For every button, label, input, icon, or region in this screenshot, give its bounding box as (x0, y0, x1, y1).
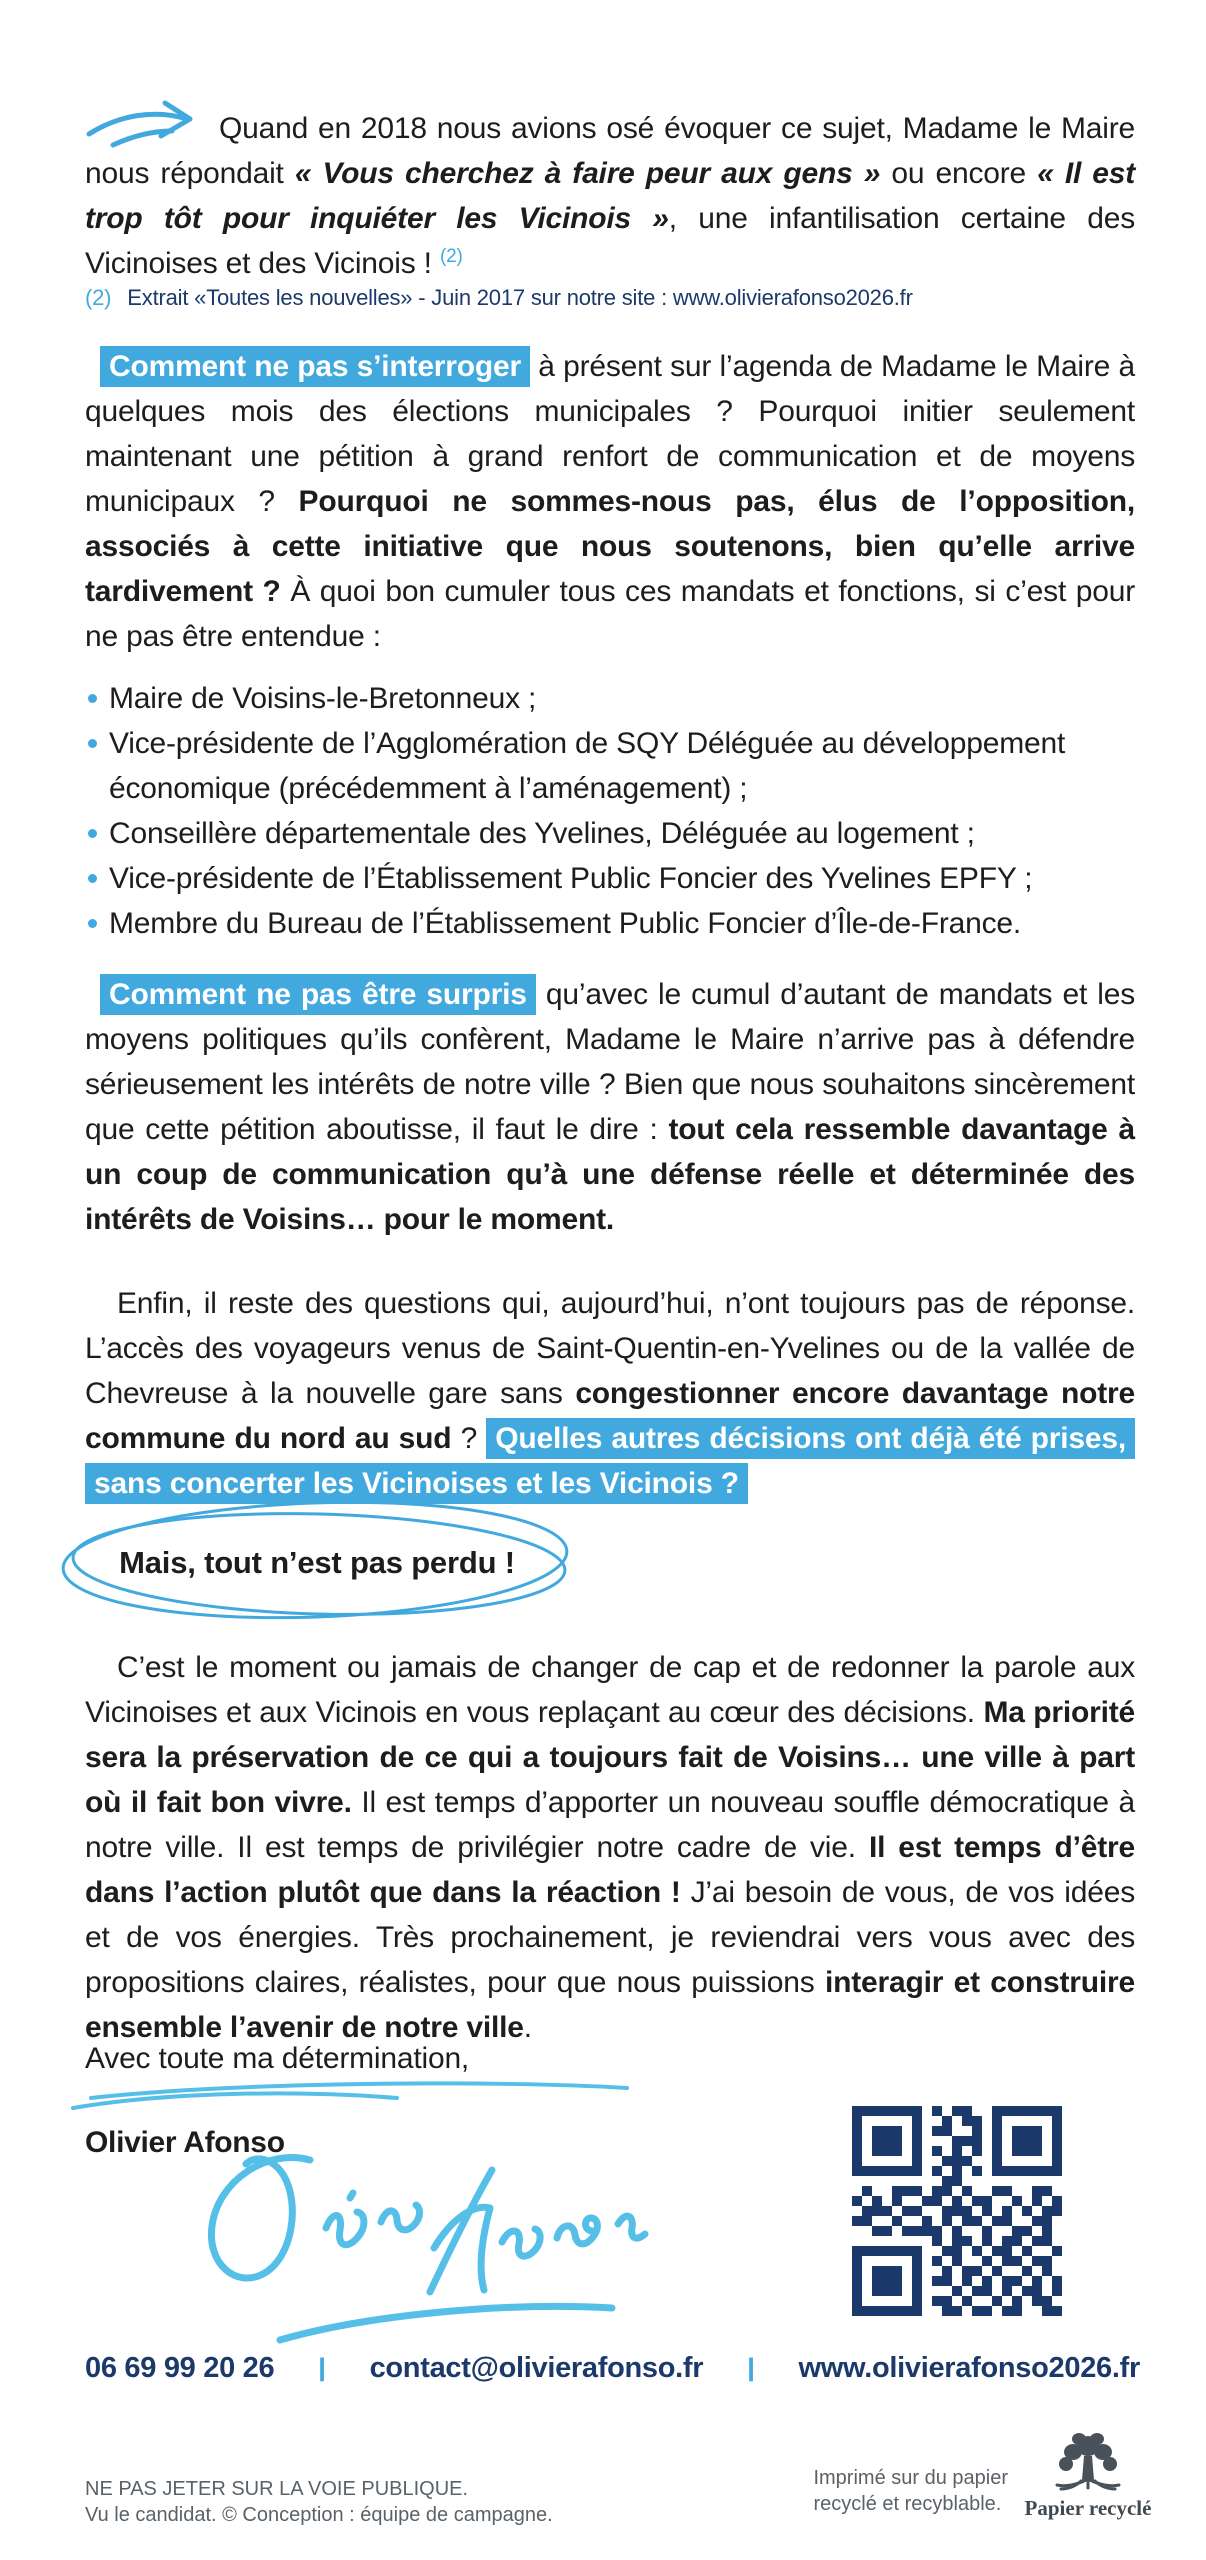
mandates-section (85, 676, 1135, 946)
stamp-text: Mais, tout n’est pas perdu ! (119, 1545, 515, 1580)
mandate-item: Vice-présidente de l’Agglomération de SQY Déléguée au développement économique (précédemment à l’aménagement) ; (85, 721, 1135, 811)
interrogation-paragraph: Comment ne pas s’interroger à présent sur l’agenda de Madame le Maire à quelques mois des élections municipales ? Pourquoi initier seulement maintenant une pétition à grand renfort de communication et de moyens municipaux ? Pourquoi ne sommes-nous pas, élus de l’opposition, associés à cette initiative que nous soutenons, bien qu’elle arrive tardivement ? À quoi bon cumuler tous ces mandats et fonctions, si c’est pour ne pas être entendue : (85, 344, 1135, 659)
qr-code (852, 2106, 1062, 2316)
mandate-item: Maire de Voisins-le-Bretonneux ; (85, 676, 1135, 721)
print-note (813, 2465, 1008, 2521)
closing-line (85, 2042, 469, 2076)
stamp-section (56, 1494, 578, 1632)
arrow-icon (85, 96, 207, 150)
call-to-action-section (85, 1645, 1135, 2050)
mandate-item: Conseillère départementale des Yvelines, Déléguée au logement ; (85, 811, 1135, 856)
underline-squiggle-icon (67, 2078, 647, 2114)
divider-icon: | (318, 2354, 326, 2382)
phone-number: 06 69 99 20 26 (85, 2352, 275, 2384)
surprise-section (85, 972, 1135, 1242)
website-url: www.olivierafonso2026.fr (798, 2352, 1140, 2384)
surprise-paragraph: Comment ne pas être surpris qu’avec le cumul d’autant de mandats et les moyens politiques qu’ils confèrent, Madame le Maire n’arrive pas à défendre sérieusement les intérêts de notre ville ? Bien que nous souhaitons sincèrement que cette pétition aboutisse, il faut le dire : tout cela ressemble davantage à un coup de communication qu’à une défense réelle et déterminée des intérêts de Voisins… pour le moment. (85, 972, 1135, 1242)
mandate-item: Membre du Bureau de l’Établissement Public Foncier d’Île-de-France. (85, 901, 1135, 946)
signature-name: Olivier Afonso (85, 2126, 285, 2159)
footer-legal (85, 2476, 553, 2528)
tree-icon (1053, 2428, 1123, 2492)
footer-recycled (813, 2428, 1152, 2521)
intro-rich-text: Quand en 2018 nous avions osé évoquer ce sujet, Madame le Maire nous répondait « Vous cherchez à faire peur aux gens » ou encore « Il est trop tôt pour inquiéter les Vicinois », une infantilisation certaine des Vicinoises et des Vicinois ! $^{(2)}$ (85, 112, 1136, 280)
interrogation-section (85, 344, 1135, 659)
footnote-marker: (2) (85, 285, 112, 310)
intro-section (85, 96, 1135, 286)
recycled-paper-label: Papier recyclé (1024, 2496, 1152, 2520)
footnote (85, 284, 1135, 312)
mandate-item: Vice-présidente de l’Établissement Public Foncier des Yvelines EPFY ; (85, 856, 1135, 901)
footer-legal-line2: Vu le candidat. © Conception : équipe de campagne. (85, 2504, 553, 2526)
footer-legal-line1: NE PAS JETER SUR LA VOIE PUBLIQUE. (85, 2478, 469, 2500)
signature-icon (160, 2142, 720, 2362)
call-to-action-paragraph: C’est le moment ou jamais de changer de cap et de redonner la parole aux Vicinoises et aux Vicinois en vous replaçant au cœur des décisions. Ma priorité sera la préservation de ce qui a toujours fait de Voisins… une ville à part où il fait bon vivre. Il est temps d’apporter un nouveau souffle démocratique à notre ville. Il est temps de privilégier notre cadre de vie. Il est temps d’être dans l’action plutôt que dans la réaction ! J’ai besoin de vous, de vos idées et de vos énergies. Très prochainement, je reviendrai vers vous avec des propositions claires, réalistes, pour que nous puissions interagir et construire ensemble l’avenir de notre ville. (85, 1651, 1136, 2044)
intro-paragraph (85, 96, 1135, 286)
print-note-line2: recyclé et recyblable. (813, 2493, 1002, 2515)
recycled-paper-logo (1024, 2428, 1152, 2521)
email-address: contact@olivierafonso.fr (369, 2352, 704, 2384)
closing-text: Avec toute ma détermination, (85, 2042, 470, 2075)
footnote-text: Extrait «Toutes les nouvelles» - Juin 2017 sur notre site : www.olivierafonso2026.fr (127, 285, 913, 310)
mandates-list (85, 676, 1135, 946)
print-note-line1: Imprimé sur du papier (813, 2467, 1008, 2489)
questions-paragraph: Enfin, il reste des questions qui, aujourd’hui, n’ont toujours pas de réponse. L’accès des voyageurs venus de Saint-Quentin-en-Yvelines ou de la vallée de Chevreuse à la nouvelle gare sans congestionner encore davantage notre commune du nord au sud ? Quelles autres décisions ont déjà été prises, sans concerter les Vicinoises et les Vicinois ? (85, 1281, 1135, 1506)
questions-section (85, 1281, 1135, 1506)
divider-icon: | (746, 2354, 755, 2382)
contact-bar (85, 2352, 1140, 2385)
